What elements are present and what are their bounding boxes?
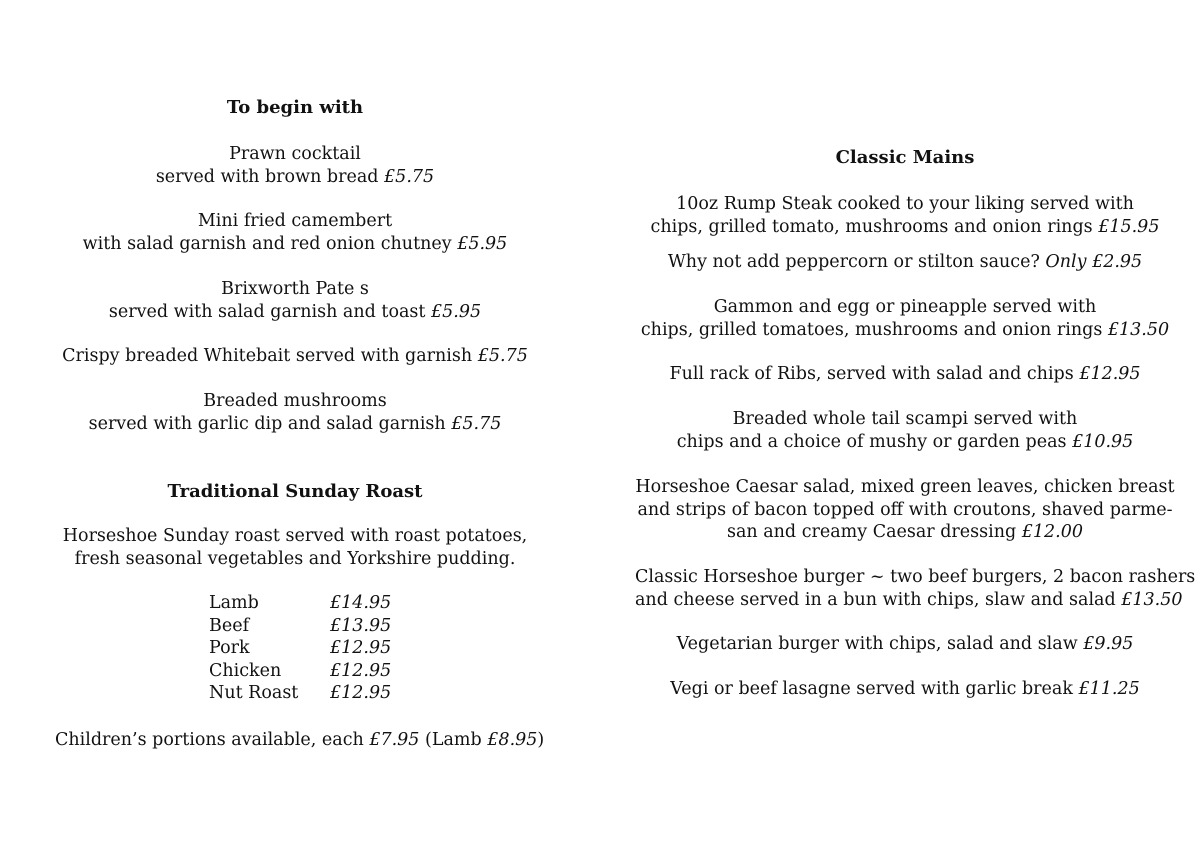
menu-item-ribs: [635, 363, 1175, 386]
item-title: Breaded whole tail scampi served with: [732, 409, 1078, 429]
item-title: Crispy breaded Whitebait served with garnish: [62, 346, 473, 366]
starters-heading: To begin with: [226, 97, 364, 118]
children-lamb-close: ): [537, 730, 545, 750]
roast-description-line: Horseshoe Sunday roast served with roast potatoes,: [62, 526, 528, 546]
mains-heading: Classic Mains: [835, 147, 975, 168]
roast-option-name: Lamb: [209, 593, 259, 613]
item-price: Only £2.95: [1045, 252, 1143, 272]
item-price: £5.75: [384, 166, 435, 187]
menu-item-mini-fried-camembert: [55, 210, 535, 255]
roast-option-name: Pork: [209, 638, 250, 658]
roast-option: [209, 615, 410, 638]
roast-description: [55, 525, 535, 570]
roast-option: [209, 682, 410, 705]
item-price: £5.95: [457, 233, 508, 254]
roast-option: [209, 660, 410, 683]
children-portions-note: [55, 729, 545, 752]
item-price: £15.95: [1098, 216, 1160, 237]
item-description: served with salad garnish and toast: [108, 301, 426, 322]
item-title: Classic Horseshoe burger ~ two beef burgers, 2 bacon rashers: [635, 567, 1196, 587]
roast-option: [209, 592, 410, 615]
roast-description-line: fresh seasonal vegetables and Yorkshire pudding.: [74, 548, 516, 569]
item-title: Vegi or beef lasagne served with garlic break: [670, 679, 1073, 699]
children-lamb-label: (Lamb: [425, 730, 482, 750]
roast-option-name: Nut Roast: [209, 683, 299, 703]
menu-item-scampi: [635, 408, 1175, 453]
item-title: 10oz Rump Steak cooked to your liking served with: [676, 194, 1134, 214]
item-price: £5.75: [477, 346, 528, 366]
item-title: Prawn cocktail: [229, 144, 361, 164]
menu-item-horseshoe-burger: [635, 566, 1196, 611]
item-description: and strips of bacon topped off with croutons, shaved parme-: [637, 499, 1173, 520]
item-title: Why not add peppercorn or stilton sauce?: [667, 252, 1040, 272]
item-title: Brixworth Pate s: [221, 279, 369, 299]
menu-item-sauce-addon: [635, 251, 1175, 274]
item-price: £12.95: [1079, 364, 1141, 384]
roast-option: [209, 637, 410, 660]
roast-option-price: £12.95: [330, 638, 392, 658]
item-price: £13.50: [1107, 319, 1170, 340]
item-description: chips and a choice of mushy or garden peas: [676, 431, 1067, 452]
item-title: Mini fried camembert: [197, 211, 393, 231]
roast-option-price: £14.95: [330, 593, 392, 613]
item-price: £12.00: [1021, 522, 1083, 542]
menu-item-vegetarian-burger: [635, 633, 1175, 656]
children-lamb-price: £8.95: [487, 730, 538, 750]
item-title: Breaded mushrooms: [203, 391, 387, 411]
item-title: Gammon and egg or pineapple served with: [713, 297, 1097, 317]
item-price: £11.25: [1078, 679, 1140, 699]
menu-item-crispy-whitebait: [55, 345, 535, 368]
item-price: £5.95: [431, 301, 482, 322]
roast-price-list: [209, 592, 410, 705]
children-portions-text: Children’s portions available, each: [55, 730, 364, 750]
item-description: served with brown bread: [155, 166, 379, 187]
menu-item-breaded-mushrooms: [55, 390, 535, 435]
item-description: with salad garnish and red onion chutney: [82, 233, 452, 254]
item-title: Full rack of Ribs, served with salad and chips: [669, 364, 1074, 384]
menu-item-prawn-cocktail: [55, 143, 535, 188]
roast-option-name: Chicken: [209, 660, 282, 681]
menu-item-brixworth-pate: [55, 278, 535, 323]
roast-option-price: £13.95: [330, 615, 392, 636]
menu-item-caesar-salad: [635, 476, 1175, 544]
item-description: chips, grilled tomato, mushrooms and onion rings: [650, 216, 1093, 237]
item-description: san and creamy Caesar dressing: [726, 522, 1017, 542]
menu-item-gammon-egg: [635, 296, 1175, 341]
roast-heading: Traditional Sunday Roast: [167, 481, 423, 502]
roast-option-price: £12.95: [330, 683, 392, 703]
menu-item-rump-steak: [635, 193, 1175, 238]
item-title: Vegetarian burger with chips, salad and slaw: [676, 634, 1078, 654]
menu-item-lasagne: [635, 678, 1175, 701]
item-price: £9.95: [1083, 634, 1134, 654]
roast-option-name: Beef: [209, 615, 250, 636]
item-description: chips, grilled tomatoes, mushrooms and onion rings: [640, 319, 1103, 340]
item-price: £5.75: [451, 413, 502, 434]
item-title: Horseshoe Caesar salad, mixed green leaves, chicken breast: [635, 477, 1175, 497]
item-price: £10.95: [1072, 431, 1134, 452]
children-portions-price: £7.95: [369, 730, 420, 750]
item-description: served with garlic dip and salad garnish: [88, 413, 446, 434]
roast-option-price: £12.95: [330, 660, 392, 681]
item-price: £13.50: [1121, 589, 1183, 610]
item-description: and cheese served in a bun with chips, slaw and salad: [635, 589, 1116, 610]
